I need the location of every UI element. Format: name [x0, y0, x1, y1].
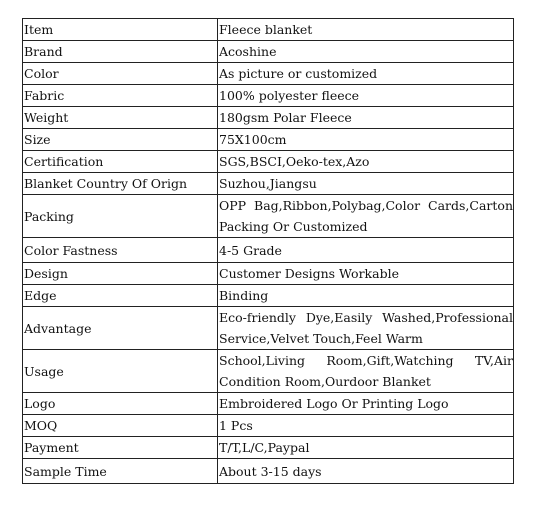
table-row [23, 238, 514, 263]
spec-value-moq: 1 Pcs [218, 415, 514, 437]
spec-value-usage: School,Living Room,Gift,Watching TV,Air Condition Room,Ourdoor Blanket [218, 350, 514, 393]
spec-value-advantage: Eco-friendly Dye,Easily Washed,Professional Service,Velvet Touch,Feel Warm [218, 307, 514, 350]
spec-value-sample-time: About 3-15 days [218, 459, 514, 484]
spec-value-payment: T/T,L/C,Paypal [218, 437, 514, 459]
product-spec-table [22, 18, 514, 484]
spec-value-weight: 180gsm Polar Fleece [218, 107, 514, 129]
spec-key-design: Design [23, 263, 218, 285]
spec-key-brand: Brand [23, 41, 218, 63]
spec-value-design: Customer Designs Workable [218, 263, 514, 285]
table-row [23, 195, 514, 238]
spec-key-weight: Weight [23, 107, 218, 129]
spec-key-fabric: Fabric [23, 85, 218, 107]
spec-key-payment: Payment [23, 437, 218, 459]
spec-value-packing: OPP Bag,Ribbon,Polybag,Color Cards,Carton Packing Or Customized [218, 195, 514, 238]
table-row [23, 85, 514, 107]
table-row [23, 307, 514, 350]
table-row [23, 173, 514, 195]
spec-key-certification: Certification [23, 151, 218, 173]
spec-key-country: Blanket Country Of Orign [23, 173, 218, 195]
table-row [23, 285, 514, 307]
table-row [23, 129, 514, 151]
table-row [23, 107, 514, 129]
spec-value-fabric: 100% polyester fleece [218, 85, 514, 107]
spec-key-advantage: Advantage [23, 307, 218, 350]
spec-key-moq: MOQ [23, 415, 218, 437]
spec-key-color: Color [23, 63, 218, 85]
spec-key-edge: Edge [23, 285, 218, 307]
table-row [23, 459, 514, 484]
spec-key-sample-time: Sample Time [23, 459, 218, 484]
table-row [23, 393, 514, 415]
spec-key-item: Item [23, 19, 218, 41]
spec-value-brand: Acoshine [218, 41, 514, 63]
table-row [23, 19, 514, 41]
spec-value-size: 75X100cm [218, 129, 514, 151]
table-row [23, 151, 514, 173]
spec-value-edge: Binding [218, 285, 514, 307]
spec-key-usage: Usage [23, 350, 218, 393]
spec-value-country: Suzhou,Jiangsu [218, 173, 514, 195]
table-row [23, 415, 514, 437]
table-row [23, 263, 514, 285]
table-row [23, 437, 514, 459]
spec-key-size: Size [23, 129, 218, 151]
table-row [23, 41, 514, 63]
spec-value-color-fastness: 4-5 Grade [218, 238, 514, 263]
spec-value-certification: SGS,BSCI,Oeko-tex,Azo [218, 151, 514, 173]
table-row [23, 350, 514, 393]
table-row [23, 63, 514, 85]
spec-key-logo: Logo [23, 393, 218, 415]
spec-value-item: Fleece blanket [218, 19, 514, 41]
spec-value-logo: Embroidered Logo Or Printing Logo [218, 393, 514, 415]
spec-key-packing: Packing [23, 195, 218, 238]
spec-key-color-fastness: Color Fastness [23, 238, 218, 263]
spec-value-color: As picture or customized [218, 63, 514, 85]
